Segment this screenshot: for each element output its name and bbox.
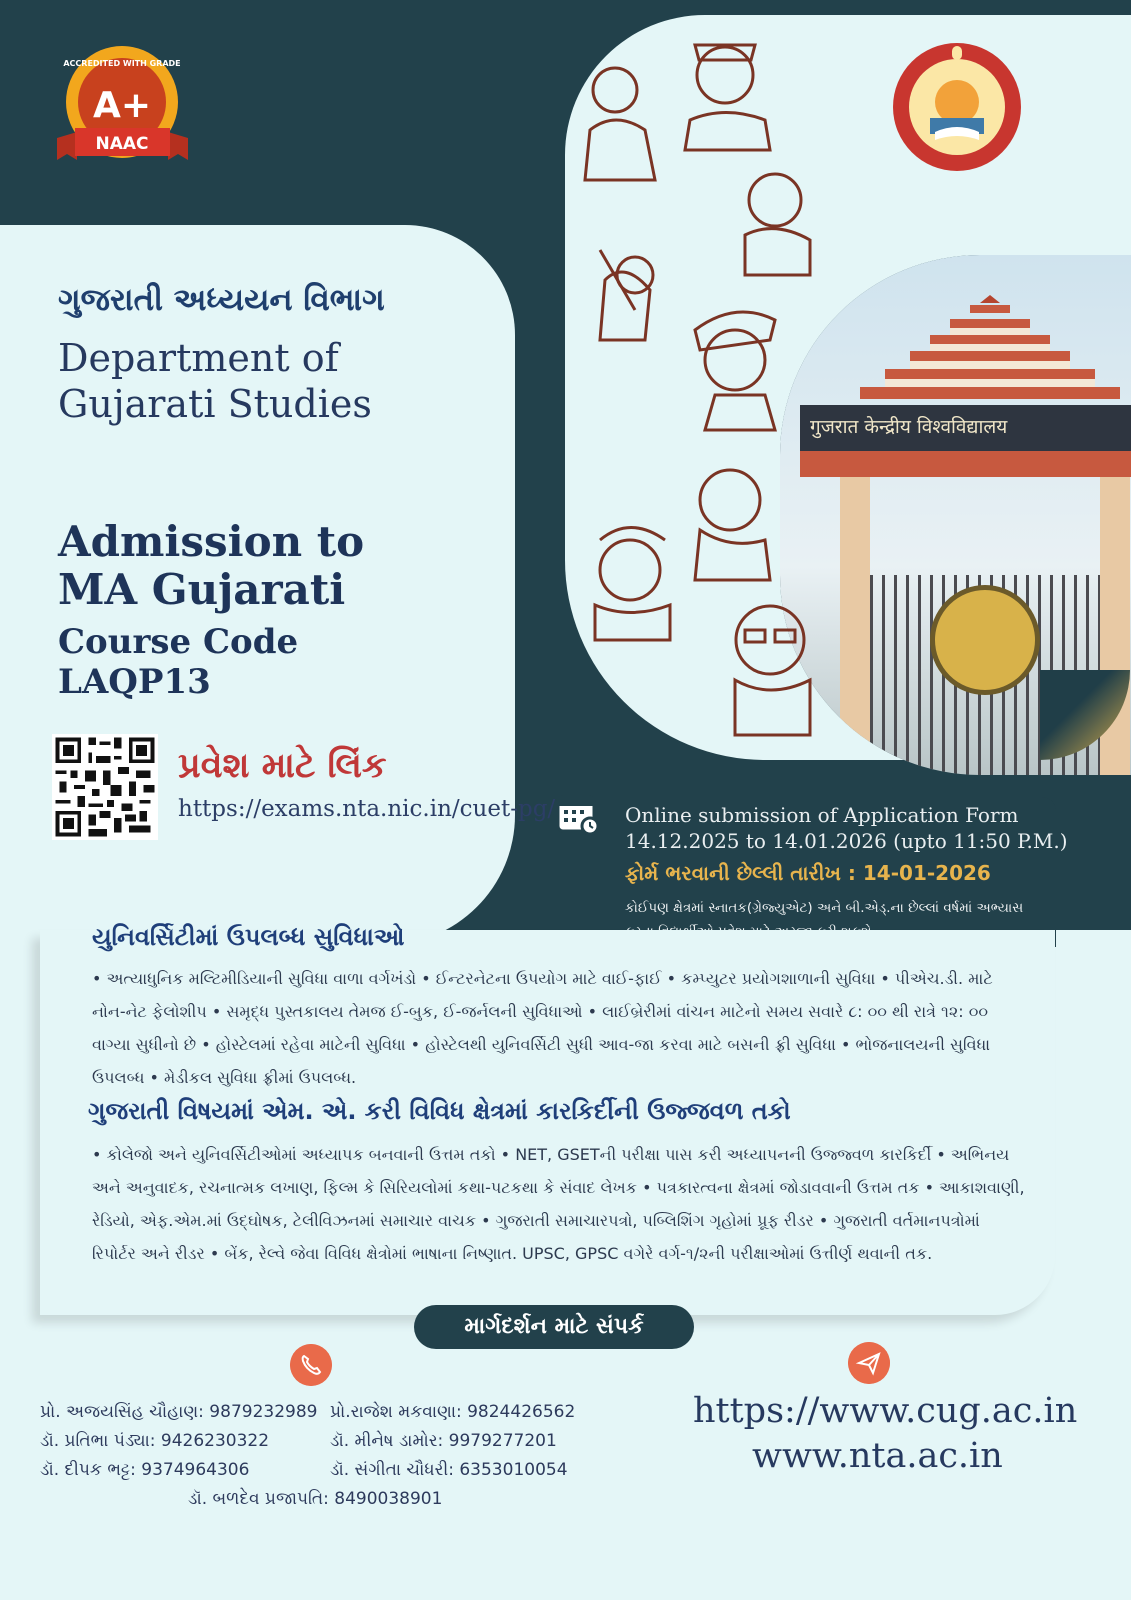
submission-dates: 14.12.2025 to 14.01.2026 (upto 11:50 P.M.): [625, 829, 1068, 853]
contact-heading: માર્ગદર્શન માટે સંપર્ક: [414, 1305, 694, 1349]
gate-pillar: [840, 477, 870, 775]
literary-figures-sketches: [575, 20, 815, 740]
naac-ribbon-text: NAAC: [95, 134, 149, 154]
gate-emblem: [930, 585, 1040, 695]
facilities-list: • અત્યાધુનિક મલ્ટિમીડિયાની સુવિધા વાળા વર્ગખંડો • ઈન્ટરનેટના ઉપયોગ માટે વાઈ-ફાઈ • કમ્પ્યુટર પ્રયોગશાળાની સુવિધા • પીએચ.ડી. માટે નોન-નેટ ફેલોશીપ • સમૃદ્ધ પુસ્તકાલય તેમજ ઈ-બુક, ઈ-જર્નલની સુવિધાઓ • લાઈબ્રેરીમાં વાંચન માટેનો સમય સવારે ૮: ૦૦ થી રાત્રે ૧૨: ૦૦ વાગ્યા સુધીનો છે • હોસ્ટેલમાં રહેવા માટેની સુવિધા • હોસ્ટેલથી યુનિવર્સિટી સુધી આવ-જા કરવા માટે બસની ફ્રી સુવિધા • ભોજનાલયની સુવિધા ઉપલબ્ધ • મેડીકલ સુવિધા ફ્રીમાં ઉપલબ્ધ.: [92, 969, 993, 1087]
admission-link-heading: પ્રવેશ માટે લિંક: [178, 746, 387, 786]
gate-lintel: [800, 451, 1131, 477]
department-name-gujarati: ગુજરાતી અધ્યયન વિભાગ: [58, 282, 385, 318]
phone-icon: [290, 1344, 332, 1386]
contact-person: પ્રો.રાજેશ મકવાણા: 9824426562: [330, 1402, 576, 1422]
contact-person: ડૉ. સંગીતા ચૌધરી: 6353010054: [330, 1460, 568, 1480]
university-website-link[interactable]: https://www.cug.ac.in: [693, 1391, 1078, 1431]
send-icon: [848, 1342, 890, 1384]
career-list: • કોલેજો અને યુનિવર્સિટીઓમાં અધ્યાપક બનવાની ઉત્તમ તકો • NET, GSETની પરીક્ષા પાસ કરી અધ્યાપનની ઉજ્જ્વળ કારકિર્દી • અભિનય અને અનુવાદક, રચનાત્મક લખાણ, ફિલ્મ કે સિરિયલોમાં કથા-પટકથા કે સંવાદ લેખક • પત્રકારત્વના ક્ષેત્રમાં જોડાવવાની ઉત્તમ તક • આકાશવાણી, રેડિયો, એફ.એમ.માં ઉદ્ઘોષક, ટેલીવિઝનમાં સમાચાર વાચક • ગુજરાતી સમાચારપત્રો, પબ્લિશિંગ ગૃહોમાં પ્રૂફ રીડર • ગુજરાતી વર્તમાનપત્રોમાં રિપોર્ટર અને રીડર • બેંક, રેલ્વે જેવા વિવિધ ક્ષેત્રોમાં ભાષાના નિષ્ણાત. UPSC, GPSC વગેરે વર્ગ-૧/૨ની પરીક્ષાઓમાં ઉત્તીર્ણ થવાની તક.: [92, 1145, 1025, 1263]
contact-person: ડૉ. મીનેષ ડામોર: 9979277201: [330, 1431, 557, 1451]
calendar-icon: [555, 791, 601, 837]
university-seal-logo: [890, 40, 1025, 175]
contact-person: પ્રો. અજયસિંહ ચૌહાણ: 9879232989: [40, 1402, 318, 1422]
career-heading: ગુજરાતી વિષયમાં એમ. એ. કરી વિવિધ ક્ષેત્રમાં કારકિર્દીની ઉજ્જવળ તકો: [88, 1097, 791, 1125]
admission-link-url[interactable]: https://exams.nta.nic.in/cuet-pg/: [178, 796, 556, 822]
form-deadline: ફોર્મ ભરવાની છેલ્લી તારીખ : 14-01-2026: [625, 861, 991, 885]
naac-badge-logo: [55, 42, 190, 172]
submission-title: Online submission of Application Form: [625, 803, 1019, 827]
gate-roof: [840, 295, 1131, 405]
naac-top-text: ACCREDITED WITH GRADE: [63, 59, 181, 68]
eligibility-note: કોઈપણ ક્ષેત્રમાં સ્નાતક(ગ્રેજ્યુએટ) અને બી.એડ્.ના છેલ્લાં વર્ષમાં અભ્યાસ: [625, 900, 1024, 916]
naac-grade: A+: [92, 85, 152, 126]
facilities-heading: યુનિવર્સિટીમાં ઉપલબ્ધ સુવિધાઓ: [92, 923, 405, 951]
course-code: Course Code LAQP13: [58, 622, 299, 702]
gate-sign-text: गुजरात केन्द्रीय विश्वविद्यालय: [810, 416, 1008, 438]
admission-title: Admission to MA Gujarati: [58, 517, 365, 614]
admission-qr-code[interactable]: [52, 734, 158, 840]
nta-website-link[interactable]: www.nta.ac.in: [752, 1436, 1003, 1476]
contact-person: ડૉ. બળદેવ પ્રજાપતિ: 8490038901: [188, 1489, 443, 1509]
contact-person: ડૉ. પ્રતિભા પંડ્યા: 9426230322: [40, 1431, 270, 1451]
department-name-english: Department of Gujarati Studies: [58, 336, 372, 426]
contact-person: ડૉ. દીપક ભટ્ટ: 9374964306: [40, 1460, 250, 1480]
